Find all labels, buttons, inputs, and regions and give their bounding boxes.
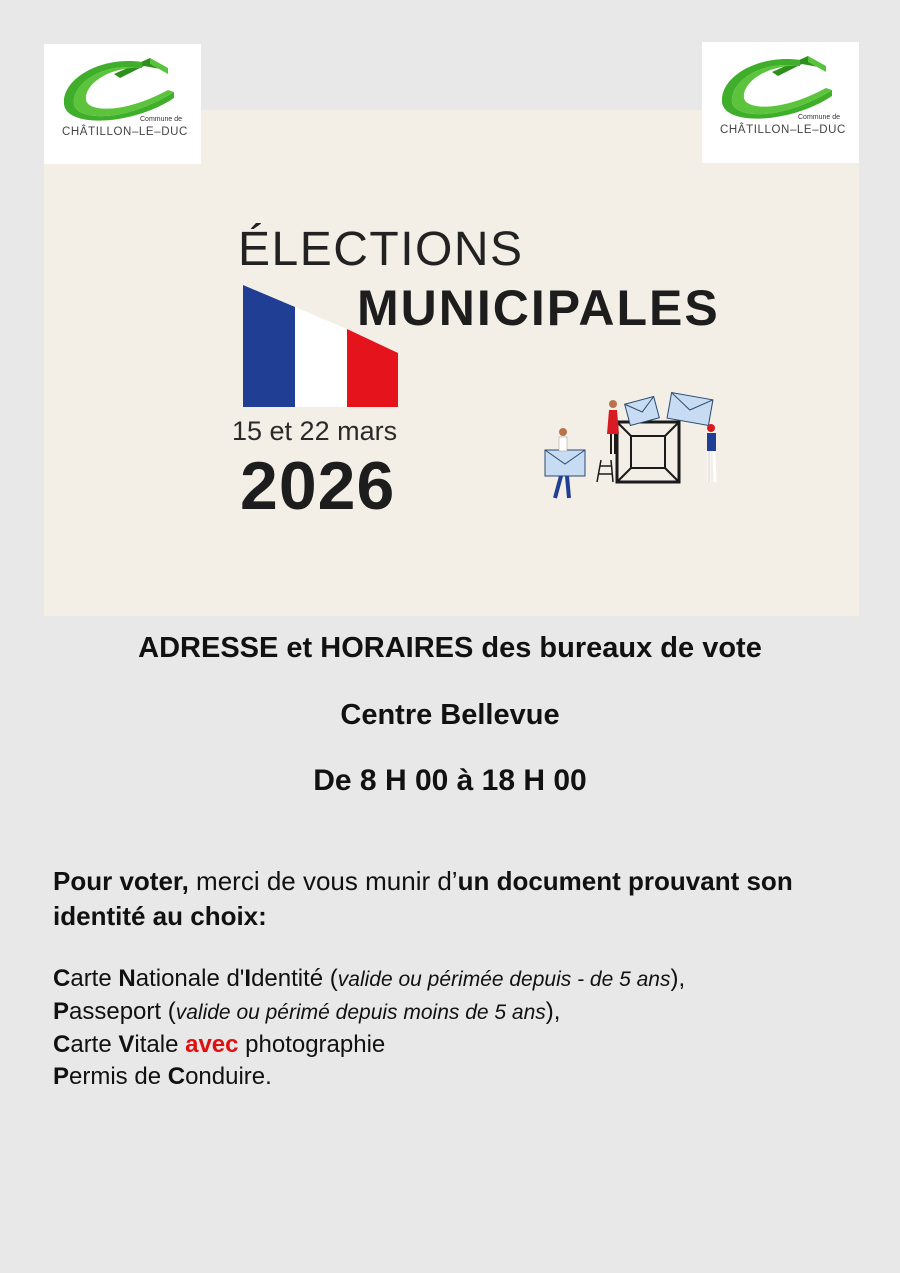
item-text: ationale d' xyxy=(135,965,245,992)
item-text: dentité ( xyxy=(251,965,338,992)
commune-logo-icon xyxy=(720,46,850,124)
list-item xyxy=(53,1061,863,1093)
list-item xyxy=(53,963,863,996)
commune-logo-right xyxy=(702,42,859,163)
french-flag-icon xyxy=(243,285,403,407)
initial-letter: P xyxy=(53,1063,70,1090)
identity-documents-list xyxy=(53,963,863,1093)
validity-note: valide ou périmée depuis - de 5 ans xyxy=(337,968,671,991)
town-label: CHÂTILLON–LE–DUC xyxy=(62,126,188,138)
item-text: asseport ( xyxy=(69,998,176,1025)
initial-letter: P xyxy=(53,998,70,1025)
town-label: CHÂTILLON–LE–DUC xyxy=(720,124,846,136)
commune-label: Commune de xyxy=(798,114,841,121)
item-text: ermis de xyxy=(69,1063,168,1090)
election-year: 2026 xyxy=(240,448,396,524)
initial-letter: C xyxy=(53,965,71,992)
intro-normal: merci de vous munir d’ xyxy=(188,866,458,896)
commune-logo-left xyxy=(44,44,201,164)
intro-bold-2: un document prouvant son identité au choix: xyxy=(53,866,793,931)
voting-location: Centre Bellevue xyxy=(340,699,560,731)
item-text: ), xyxy=(545,998,561,1025)
election-dates: 15 et 22 mars xyxy=(232,416,398,446)
item-text: arte xyxy=(70,1031,119,1058)
list-item xyxy=(53,1029,863,1061)
voting-offices-heading: ADRESSE et HORAIRES des bureaux de vote xyxy=(138,632,762,664)
item-text: photographie xyxy=(238,1031,386,1058)
initial-letter: V xyxy=(118,1031,135,1058)
banner-title-elections: ÉLECTIONS xyxy=(238,223,524,276)
initial-letter: C xyxy=(53,1031,71,1058)
list-item xyxy=(53,996,863,1029)
voting-illustration-icon xyxy=(535,390,735,510)
highlight-avec: avec xyxy=(185,1031,239,1058)
validity-note: valide ou périmé depuis moins de 5 ans xyxy=(175,1001,546,1024)
item-text: onduire. xyxy=(185,1063,272,1090)
commune-label: Commune de xyxy=(140,116,183,123)
election-banner xyxy=(44,110,859,616)
initial-letter: C xyxy=(167,1063,186,1090)
intro-bold-1: Pour voter, xyxy=(53,866,189,896)
item-text: ), xyxy=(670,965,686,992)
commune-logo-icon xyxy=(62,48,192,126)
item-text: itale xyxy=(134,1031,186,1058)
item-text: arte xyxy=(70,965,119,992)
initial-letter: N xyxy=(118,965,136,992)
voting-hours: De 8 H 00 à 18 H 00 xyxy=(313,764,587,797)
banner-title-municipales: MUNICIPALES xyxy=(357,280,720,336)
initial-letter: I xyxy=(244,965,252,992)
identity-instructions xyxy=(53,864,853,934)
